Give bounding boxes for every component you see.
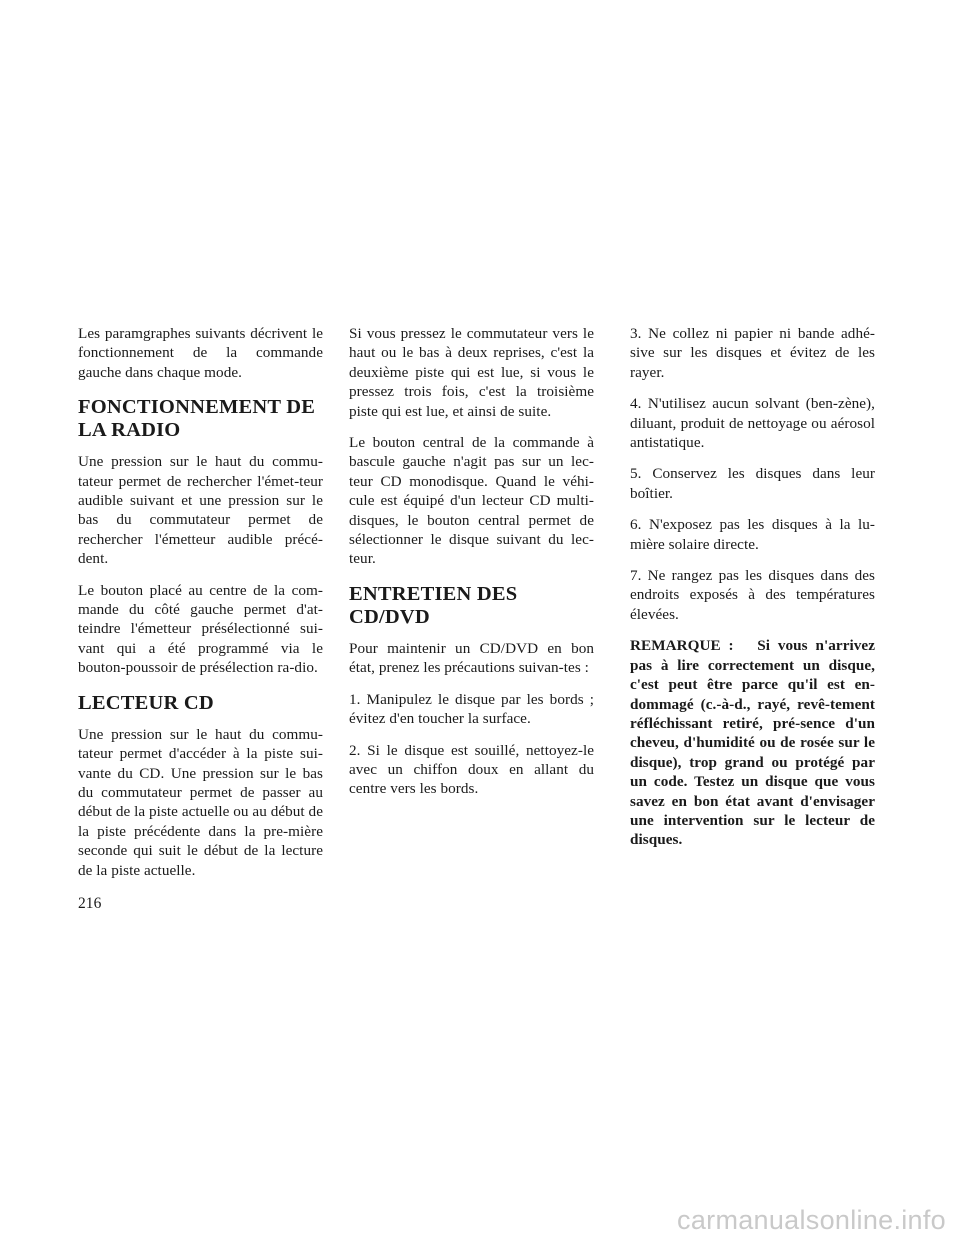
disc-care-heading bbox=[349, 583, 594, 629]
disc-care-item-1: 1. Manipulez le disque par les bords ; évitez d'en toucher la surface. bbox=[349, 690, 594, 728]
disc-care-item-7: 7. Ne rangez pas les disques dans des endroits exposés à des températures élevées. bbox=[630, 567, 875, 623]
disc-care-intro: Pour maintenir un CD/DVD en bon état, prenez les précautions suivan-tes : bbox=[349, 639, 594, 677]
cd-paragraph-1: Une pression sur le haut du commu-tateur permet d'accéder à la piste sui-vante du CD. Une pression sur le bas du commutateur permet de passer au début de la piste actuelle ou au début de la piste précédente dans la pre-mière seconde qui suit le début de la lecture de la piste actuelle. bbox=[78, 725, 323, 879]
right-column bbox=[630, 324, 875, 862]
radio-paragraph-2: Le bouton placé au centre de la com-mande du côté gauche permet d'at-teindre l'émetteur présélectionné sui-vant qui a été programmé via le bouton-poussoir de présélection ra-dio. bbox=[78, 581, 323, 677]
disc-care-heading-line-1: ENTRETIEN DES bbox=[349, 582, 518, 605]
disc-care-item-4: 4. N'utilisez aucun solvant (ben-zène), diluant, produit de nettoyage ou aérosol antistatique. bbox=[630, 395, 875, 452]
disc-care-heading-line-2: CD/DVD bbox=[349, 605, 430, 628]
radio-paragraph-1: Une pression sur le haut du commu-tateur permet de rechercher l'émet-teur audible suivant et une pression sur le bas du commutateur permet de rechercher l'émetteur audible précé-dent. bbox=[78, 453, 323, 568]
cd-paragraph-2: Si vous pressez le commutateur vers le haut ou le bas à deux reprises, c'est la deuxième piste qui est lue, si vous le pressez trois fois, c'est la troisième piste qui est lue, et ainsi de suite. bbox=[349, 325, 594, 420]
middle-column bbox=[349, 324, 594, 811]
note-paragraph bbox=[630, 636, 875, 849]
cd-paragraph-3: Le bouton central de la commande à bascule gauche n'agit pas sur un lec-teur CD monodisque. Quand le véhi-cule est équipé d'un lecteur CD multi-disques, le bouton central permet de sélectionner le disque suivant du lec-teur. bbox=[349, 434, 594, 568]
watermark: carmanualsonline.info bbox=[677, 1205, 946, 1235]
page-number: 216 bbox=[78, 895, 102, 912]
radio-heading: FONCTIONNEMENT DE LA RADIO bbox=[78, 396, 316, 442]
note-text: Si vous n'arrivez pas à lire correctement un disque, c'est peut être parce qu'il est en-dommagé (c.-à-d., rayé, revê-tement réfléchissant retiré, pré-sence d'un cheveu, d'humidité ou de rosée sur le disque), trop grand ou protégé par un code. Testez un disque que vous savez en bon état avant d'envisager une intervention sur le lecteur de disques. bbox=[630, 637, 875, 849]
intro-paragraph: Les paramgraphes suivants décrivent le fonctionnement de la commande gauche dans chaque mode. bbox=[78, 325, 323, 381]
left-column bbox=[78, 324, 323, 892]
disc-care-item-5: 5. Conservez les disques dans leur boîtier. bbox=[630, 465, 875, 502]
disc-care-item-3: 3. Ne collez ni papier ni bande adhé-sive sur les disques et évitez de les rayer. bbox=[630, 325, 875, 381]
disc-care-item-2: 2. Si le disque est souillé, nettoyez-le avec un chiffon doux en allant du centre vers les bords. bbox=[349, 741, 594, 798]
cd-player-heading: LECTEUR CD bbox=[78, 691, 214, 714]
note-label: REMARQUE : bbox=[630, 637, 734, 655]
disc-care-item-6: 6. N'exposez pas les disques à la lu-mière solaire directe. bbox=[630, 516, 875, 553]
